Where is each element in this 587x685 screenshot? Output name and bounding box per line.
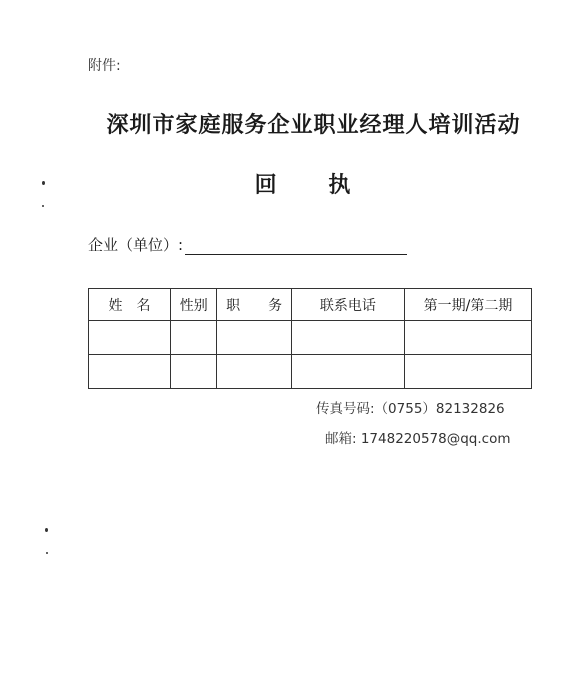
table-cell-name[interactable] [89,355,171,389]
table-cell-phone[interactable] [291,355,404,389]
company-label: 企业（单位）: [88,236,184,254]
scan-speck [42,181,45,185]
table-cell-phone[interactable] [291,321,404,355]
email-address: 邮箱: 1748220578@qq.com [325,431,511,447]
receipt-table [88,288,532,389]
column-header-phone: 联系电话 [291,289,404,321]
table-cell-position[interactable] [217,321,291,355]
table-row [89,321,532,355]
table-row [89,355,532,389]
table-cell-gender[interactable] [171,321,217,355]
scan-speck [45,528,48,532]
table-header-row [89,289,532,321]
column-header-session: 第一期/第二期 [404,289,531,321]
table-cell-session[interactable] [404,355,531,389]
attachment-label: 附件: [88,58,121,74]
scan-speck [42,205,44,207]
column-header-gender: 性别 [171,289,217,321]
fax-number: 传真号码:（0755）82132826 [316,401,505,417]
document-title: 深圳市家庭服务企业职业经理人培训活动 [106,112,521,138]
company-input-line[interactable] [185,238,407,255]
document-subtitle: 回 执 [254,172,351,198]
table-cell-gender[interactable] [171,355,217,389]
column-header-position: 职 务 [217,289,291,321]
column-header-name: 姓 名 [89,289,171,321]
table-cell-session[interactable] [404,321,531,355]
company-field [88,234,407,255]
table-cell-position[interactable] [217,355,291,389]
table-cell-name[interactable] [89,321,171,355]
scan-speck [46,552,48,554]
